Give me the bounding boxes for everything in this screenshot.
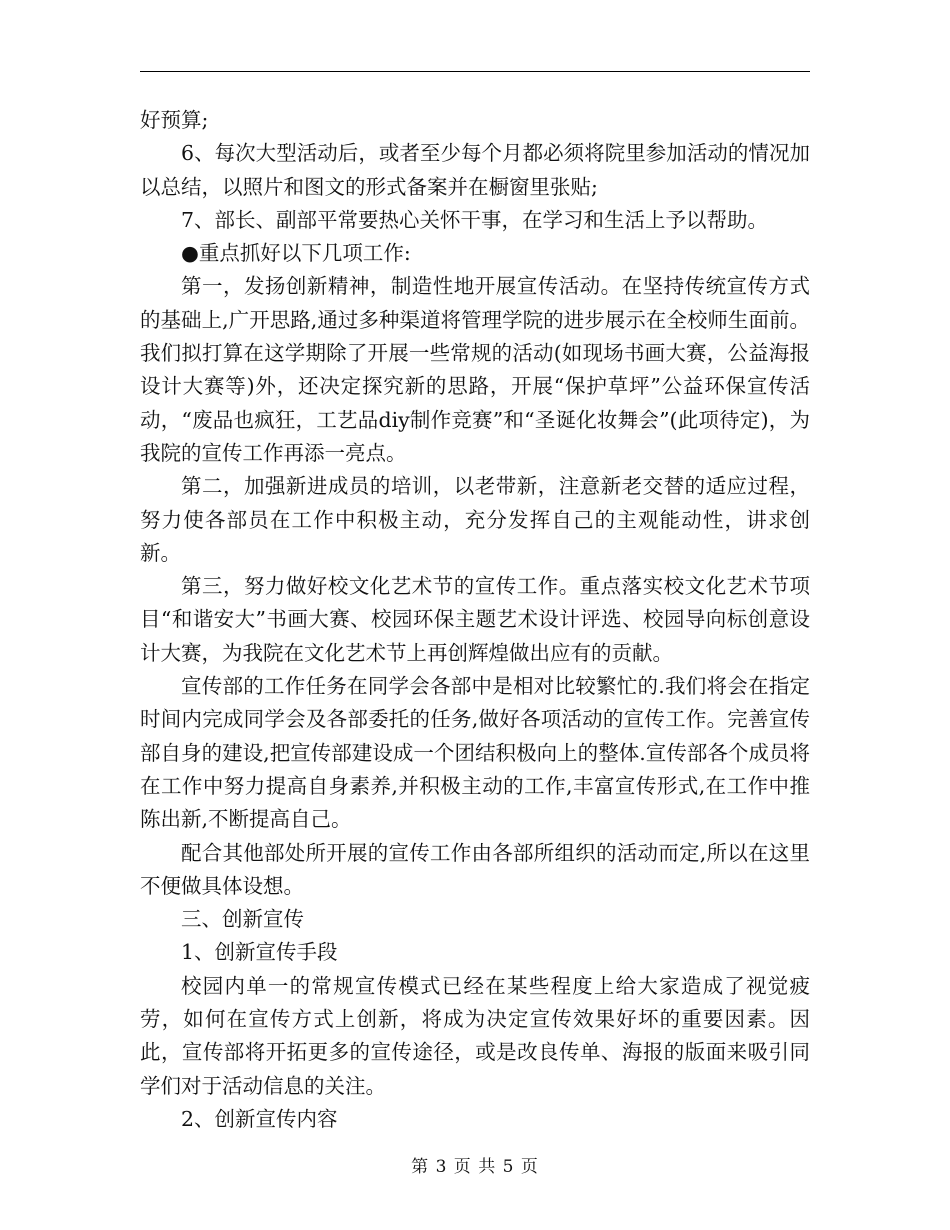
subsection-heading: 2、创新宣传内容	[181, 1106, 338, 1131]
document-body	[140, 104, 810, 1136]
paragraph: ●重点抓好以下几项工作:	[181, 241, 411, 266]
header-rule	[140, 71, 810, 72]
paragraph: 配合其他部处所开展的宣传工作由各部所组织的活动而定,所以在这里不便做具体设想。	[140, 840, 810, 898]
paragraph: 第三，努力做好校文化艺术节的宣传工作。重点落实校文化艺术节项目“和谐安大”书画大赛、校园环保主题艺术设计评选、校园导向标创意设计大赛，为我院在文化艺术节上再创辉煌做出应有的贡献。	[140, 574, 810, 665]
paragraph: 校园内单一的常规宣传模式已经在某些程度上给大家造成了视觉疲劳，如何在宣传方式上创新，将成为决定宣传效果好坏的重要因素。因此，宣传部将开拓更多的宣传途径，或是改良传单、海报的版面来吸引同学们对于活动信息的关注。	[140, 973, 810, 1098]
paragraph: 7、部长、副部平常要热心关怀干事，在学习和生活上予以帮助。	[181, 207, 769, 232]
section-heading: 三、创新宣传	[181, 907, 304, 932]
paragraph: 宣传部的工作任务在同学会各部中是相对比较繁忙的.我们将会在指定时间内完成同学会及各部委托的任务,做好各项活动的宣传工作。完善宣传部自身的建设,把宣传部建设成一个团结积极向上的整体.宣传部各个成员将在工作中努力提高自身素养,并积极主动的工作,丰富宣传形式,在工作中推陈出新,不断提高自己。	[140, 674, 810, 832]
paragraph: 第二，加强新进成员的培训，以老带新，注意新老交替的适应过程，努力使各部员在工作中积极主动，充分发挥自己的主观能动性，讲求创新。	[140, 474, 810, 565]
page-number: 第 3 页 共 5 页	[411, 1157, 539, 1177]
paragraph: 好预算;	[140, 108, 209, 132]
paragraph: 6、每次大型活动后，或者至少每个月都必须将院里参加活动的情况加以总结，以照片和图文的形式备案并在橱窗里张贴;	[140, 141, 810, 199]
paragraph: 第一，发扬创新精神，制造性地开展宣传活动。在坚持传统宣传方式的基础上,广开思路,通过多种渠道将管理学院的进步展示在全校师生面前。我们拟打算在这学期除了开展一些常规的活动(如现场书画大赛，公益海报设计大赛等)外，还决定探究新的思路，开展“保护草坪”公益环保宣传活动，“废品也疯狂，工艺品diy制作竞赛”和“圣诞化妆舞会”(此项待定)，为我院的宣传工作再添一亮点。	[140, 274, 810, 465]
subsection-heading: 1、创新宣传手段	[181, 940, 338, 965]
